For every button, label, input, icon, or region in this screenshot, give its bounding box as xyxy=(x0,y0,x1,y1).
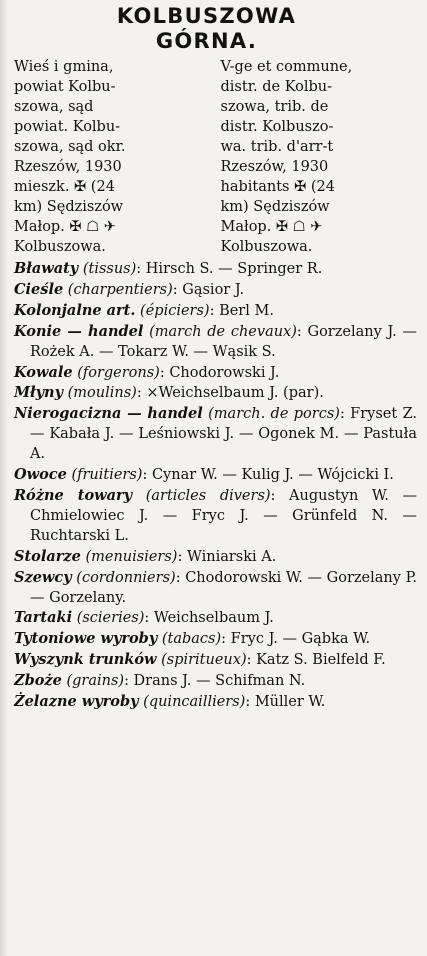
trade-names: : Fryset Z. — Kabała J. — Leśniowski J. — Ogonek M. — Pastuła A. xyxy=(30,406,417,463)
french-line: Kolbuszowa. xyxy=(220,239,313,255)
trade-name: Szewcy xyxy=(14,568,72,586)
trade-name: Kowale xyxy=(14,363,73,381)
french-line: distr. de Kolbu- xyxy=(220,79,333,95)
trade-name-french: (scieries) xyxy=(76,610,145,627)
trade-name-french: (articles divers) xyxy=(145,487,271,504)
entry-konie xyxy=(14,322,417,363)
trade-names: : Müller W. xyxy=(245,694,326,711)
trade-name: Tytoniowe wyroby xyxy=(14,630,158,648)
french-line: V-ge et commune, xyxy=(220,59,353,75)
entry-tytoniowe xyxy=(14,629,417,650)
polish-line: powiat Kolbu- xyxy=(14,79,116,95)
polish-line: km) Sędziszów xyxy=(14,199,124,215)
entry-rozne-towary xyxy=(14,486,417,547)
description-french xyxy=(211,57,418,257)
polish-line: powiat. Kolbu- xyxy=(14,119,121,135)
trade-name-french: (menuisiers) xyxy=(85,548,178,565)
trade-names: : Katz S. Bielfeld F. xyxy=(246,652,386,669)
trade-names: : Weichselbaum J. xyxy=(144,610,274,627)
entry-owoce xyxy=(14,465,417,486)
trade-name: Wyszynk trunków xyxy=(14,651,157,669)
trade-name-french: (fruitiers) xyxy=(71,467,143,484)
entry-szewcy xyxy=(14,568,417,609)
town-heading-line1: KOLBUSZOWA xyxy=(116,4,297,28)
trade-name-french: (grains) xyxy=(66,673,125,690)
entry-blawaty xyxy=(14,259,417,280)
trade-name-french: (cordonniers) xyxy=(76,569,176,586)
trade-name: Tartaki xyxy=(14,609,73,627)
trade-names: : Gąsior J. xyxy=(172,281,245,298)
trade-name-french: (épiciers) xyxy=(140,302,210,319)
polish-line: Wieś i gmina, xyxy=(14,59,114,75)
french-line: km) Sędziszów xyxy=(220,199,330,215)
polish-line: szowa, sąd xyxy=(14,99,94,115)
trade-name-french: (tabacs) xyxy=(161,631,222,648)
trade-names: : Chodorowski W. — Gorzelany P. — Gorzelany. xyxy=(30,569,417,606)
town-heading-line2: GÓRNA. xyxy=(155,29,258,53)
trade-names: : Drans J. — Schifman N. xyxy=(124,673,306,690)
trade-name-french: (spiritueux) xyxy=(161,652,247,669)
trade-name-french: (forgerons) xyxy=(77,364,160,381)
trade-names: : Augustyn W. — Chmielowiec J. — Fryc J. — Grünfeld N. — Ruchtarski L. xyxy=(30,487,417,544)
entry-zelazne xyxy=(14,692,417,713)
trade-name: Kolonjalne art. xyxy=(14,301,136,319)
trade-names: : Fryc J. — Gąbka W. xyxy=(221,631,371,648)
entry-wyszynk xyxy=(14,650,417,671)
entry-kolonjalne xyxy=(14,301,417,322)
french-line: wa. trib. d'arr-t xyxy=(220,139,334,155)
trade-names: : Chodorowski J. xyxy=(159,364,280,381)
french-line: distr. Kolbuszo- xyxy=(220,119,334,135)
french-line: szowa, trib. de xyxy=(220,99,329,115)
entry-ciesle xyxy=(14,280,417,301)
trade-name-french: (march de chevaux) xyxy=(149,323,297,340)
french-line: Małop. ✠ ☖ ✈ xyxy=(220,219,323,235)
trade-name: Stolarze xyxy=(14,547,81,565)
french-line: Rzeszów, 1930 xyxy=(220,159,329,175)
entry-nierogacizna xyxy=(14,404,417,465)
page-edge-shadow xyxy=(0,0,8,956)
trade-name-french: (moulins) xyxy=(67,385,137,402)
trade-name-french: (tissus) xyxy=(82,261,137,277)
trade-name: Zboże xyxy=(14,672,62,690)
polish-line: Małop. ✠ ☖ ✈ xyxy=(14,219,116,235)
trade-names: : Winiarski A. xyxy=(177,548,277,565)
trade-names: : Cynar W. — Kulig J. — Wójcicki I. xyxy=(142,467,394,484)
entry-stolarze xyxy=(14,547,417,568)
description-polish xyxy=(14,57,211,257)
entry-zboze xyxy=(14,671,417,692)
polish-line: szowa, sąd okr. xyxy=(14,139,126,155)
trade-name: Konie — handel xyxy=(14,322,144,340)
polish-line: Rzeszów, 1930 xyxy=(14,159,122,175)
trade-name-french: (quincailliers) xyxy=(143,694,246,711)
trade-name: Młyny xyxy=(14,384,64,402)
trade-names: : ×Weichselbaum J. (par). xyxy=(136,385,324,402)
polish-line: Kolbuszowa. xyxy=(14,239,106,255)
trade-names: : Hirsch S. — Springer R. xyxy=(136,261,323,277)
trade-name: Owoce xyxy=(14,466,67,484)
description-columns xyxy=(14,57,417,257)
entry-kowale xyxy=(14,363,417,384)
trade-name: Cieśle xyxy=(14,280,64,298)
entry-mlyny xyxy=(14,383,417,404)
trade-names: : Gorzelany J. — Rożek A. — Tokarz W. — Wąsik S. xyxy=(30,323,417,360)
trade-name: Żelazne wyroby xyxy=(14,693,139,711)
trade-names: : Berl M. xyxy=(209,302,274,319)
trade-name: Bławaty xyxy=(14,260,79,277)
french-line: habitants ✠ (24 xyxy=(220,179,335,195)
entry-tartaki xyxy=(14,608,417,629)
trade-name: Nierogacizna — handel xyxy=(14,405,203,423)
trade-entries xyxy=(14,259,417,713)
polish-line: mieszk. ✠ (24 xyxy=(14,179,115,195)
trade-name-french: (march. de porcs) xyxy=(208,406,340,423)
trade-name-french: (charpentiers) xyxy=(67,281,173,298)
trade-name: Różne towary xyxy=(14,486,133,504)
